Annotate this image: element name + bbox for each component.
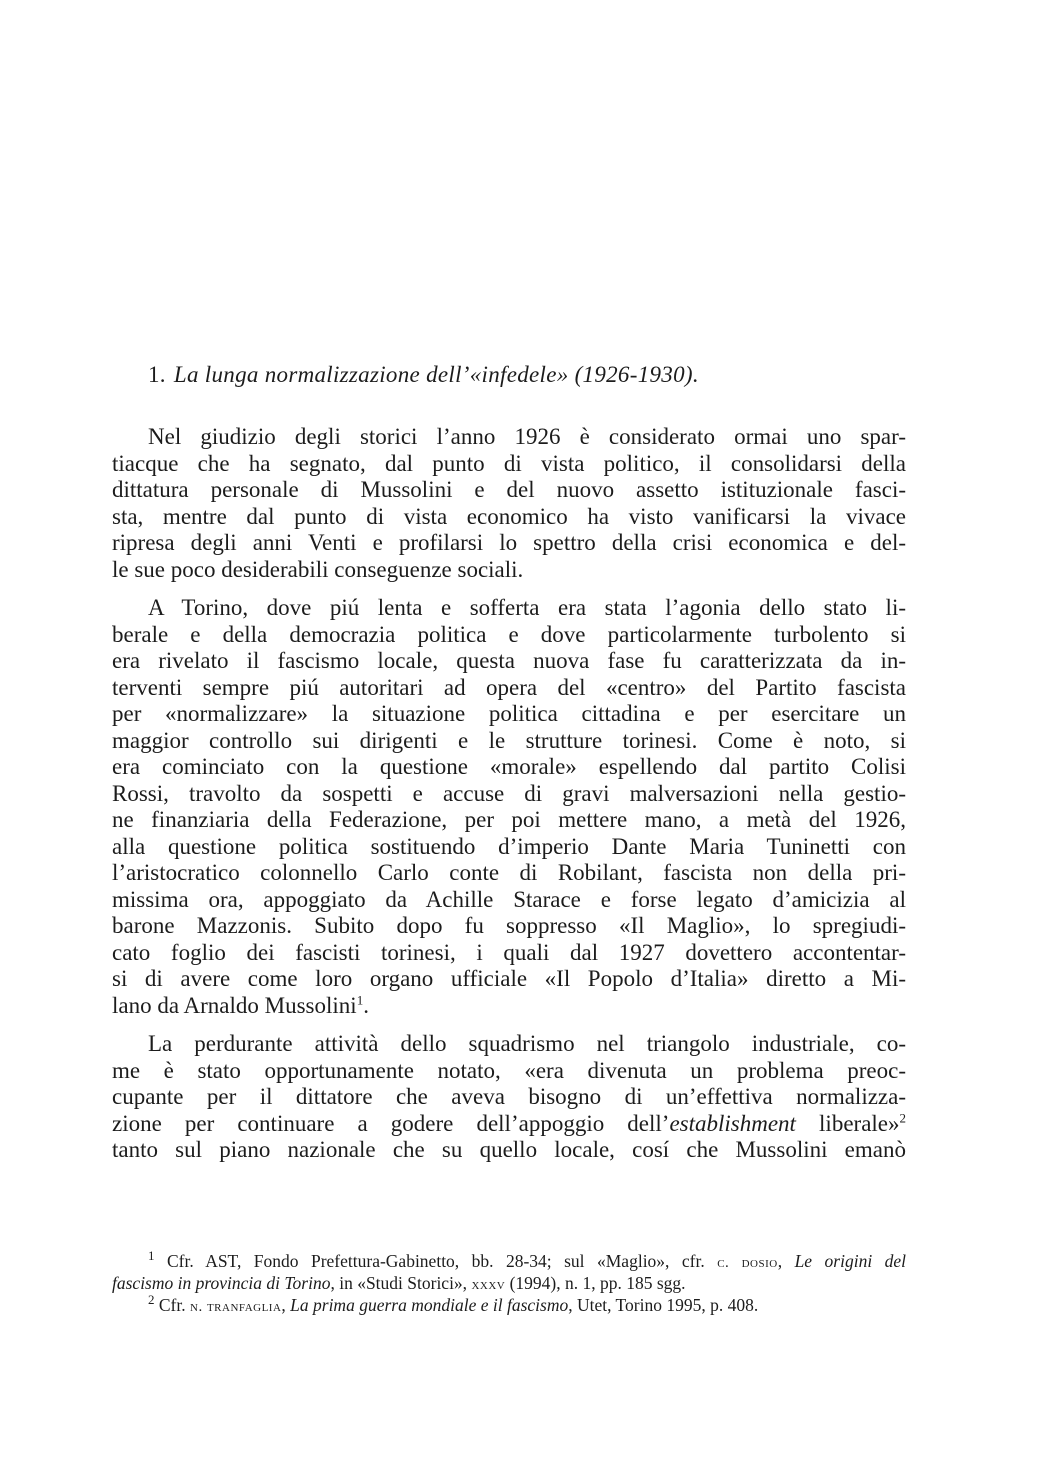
text-line: dittatura personale di Mussolini e del nuovo assetto istituzionale fasci- <box>112 477 906 502</box>
text-line: terventi sempre piú autoritari ad opera del «centro» del Partito fascista <box>112 674 906 700</box>
italic-term: establishment <box>669 1110 796 1136</box>
footnote-title: fascismo in provincia di Torino <box>112 1273 331 1293</box>
text-line: maggior controllo sui dirigenti e le strutture torinesi. Come è noto, si <box>112 727 906 753</box>
footnote-text: (1994), n. 1, pp. 185 sgg. <box>505 1273 686 1293</box>
text-line: tanto sul piano nazionale che su quello locale, cosí che Mussolini emanò <box>112 1137 906 1162</box>
section-title: La lunga normalizzazione dell’«infedele» (1926-1930). <box>173 362 699 387</box>
footnote-text: , <box>281 1295 291 1315</box>
text-line: tiacque che ha segnato, dal punto di vista politico, il consolidarsi della <box>112 450 906 476</box>
line-text: liberale» <box>795 1110 900 1136</box>
text-line: La perdurante attività dello squadrismo nel triangolo industriale, co- <box>148 1031 906 1056</box>
text-line <box>112 1111 906 1138</box>
footnote-2-line <box>112 1294 906 1316</box>
text-line <box>112 993 906 1020</box>
line-text: zione per continuare a godere dell’appoggio dell’ <box>112 1110 670 1136</box>
text-line: missima ora, appoggiato da Achille Starace e forse legato d’amicizia al <box>112 886 906 912</box>
text-line: me è stato opportunamente notato, «era divenuta un problema preoc- <box>112 1057 906 1083</box>
footnote-title: Le origini del <box>794 1251 907 1271</box>
footnote-text: , in «Studi Storici», <box>330 1273 472 1293</box>
footnote-title: La prima guerra mondiale e il fascismo <box>290 1295 569 1315</box>
line-text: . <box>363 992 369 1018</box>
text-line: berale e della democrazia politica e dove particolarmente turbolento si <box>112 621 906 647</box>
text-line: l’aristocratico colonnello Carlo conte di Robilant, fascista non della pri- <box>112 860 906 885</box>
footnote-text: , Utet, Torino 1995, p. 408. <box>568 1295 759 1315</box>
text-line: A Torino, dove piú lenta e sofferta era stata l’agonia dello stato li- <box>148 595 906 620</box>
footnote-text: , <box>777 1251 795 1271</box>
text-line: ne finanziaria della Federazione, per poi mettere mano, a metà del 1926, <box>112 807 906 832</box>
text-line: cupante per il dittatore che aveva bisogno di un’effettiva normalizza- <box>112 1084 906 1109</box>
text-line: alla questione politica sostituendo d’imperio Dante Maria Tuninetti con <box>112 833 906 859</box>
footnote-marker: 2 <box>148 1292 155 1308</box>
footnote-1-line <box>112 1250 906 1272</box>
footnote-ref-1[interactable]: 1 <box>356 991 364 1007</box>
text-line: sta, mentre dal punto di vista economico ha visto vanificarsi la vivace <box>112 503 906 529</box>
footnote-text: Cfr. <box>154 1295 190 1315</box>
text-line: si di avere come loro organo ufficiale «Il Popolo d’Italia» diretto a Mi- <box>112 966 906 991</box>
text-line: le sue poco desiderabili conseguenze sociali. <box>112 556 524 582</box>
text-line: barone Mazzonis. Subito dopo fu soppresso «Il Maglio», lo spregiudi- <box>112 913 906 938</box>
line-text: lano da Arnaldo Mussolini <box>112 992 357 1018</box>
footnote-1-line <box>112 1272 906 1294</box>
text-line: ripresa degli anni Venti e profilarsi lo spettro della crisi economica e del- <box>112 530 906 555</box>
footnote-author: n. tranfaglia <box>190 1299 282 1315</box>
footnote-author: c. dosio <box>717 1255 778 1271</box>
text-line: era cominciato con la questione «morale» espellendo dal partito Colisi <box>112 754 906 779</box>
section-number: 1. <box>148 362 166 387</box>
text-line: era rivelato il fascismo locale, questa nuova fase fu caratterizzata da in- <box>112 648 906 673</box>
section-heading <box>148 362 699 388</box>
text-line: Rossi, travolto da sospetti e accuse di gravi malversazioni nella gestio- <box>112 780 906 806</box>
text-line: per «normalizzare» la situazione politica cittadina e per esercitare un <box>112 701 906 726</box>
footnote-marker: 1 <box>148 1248 155 1264</box>
text-line: Nel giudizio degli storici l’anno 1926 è considerato ormai uno spar- <box>148 424 906 449</box>
footnote-text: Cfr. AST, Fondo Prefettura-Gabinetto, bb. 28-34; sul «Maglio», cfr. <box>154 1251 718 1271</box>
footnote-ref-2[interactable]: 2 <box>899 1109 906 1125</box>
footnote-volume: xxxv <box>471 1277 506 1293</box>
text-line: cato foglio dei fascisti torinesi, i quali dal 1927 dovettero accontentar- <box>112 939 906 965</box>
